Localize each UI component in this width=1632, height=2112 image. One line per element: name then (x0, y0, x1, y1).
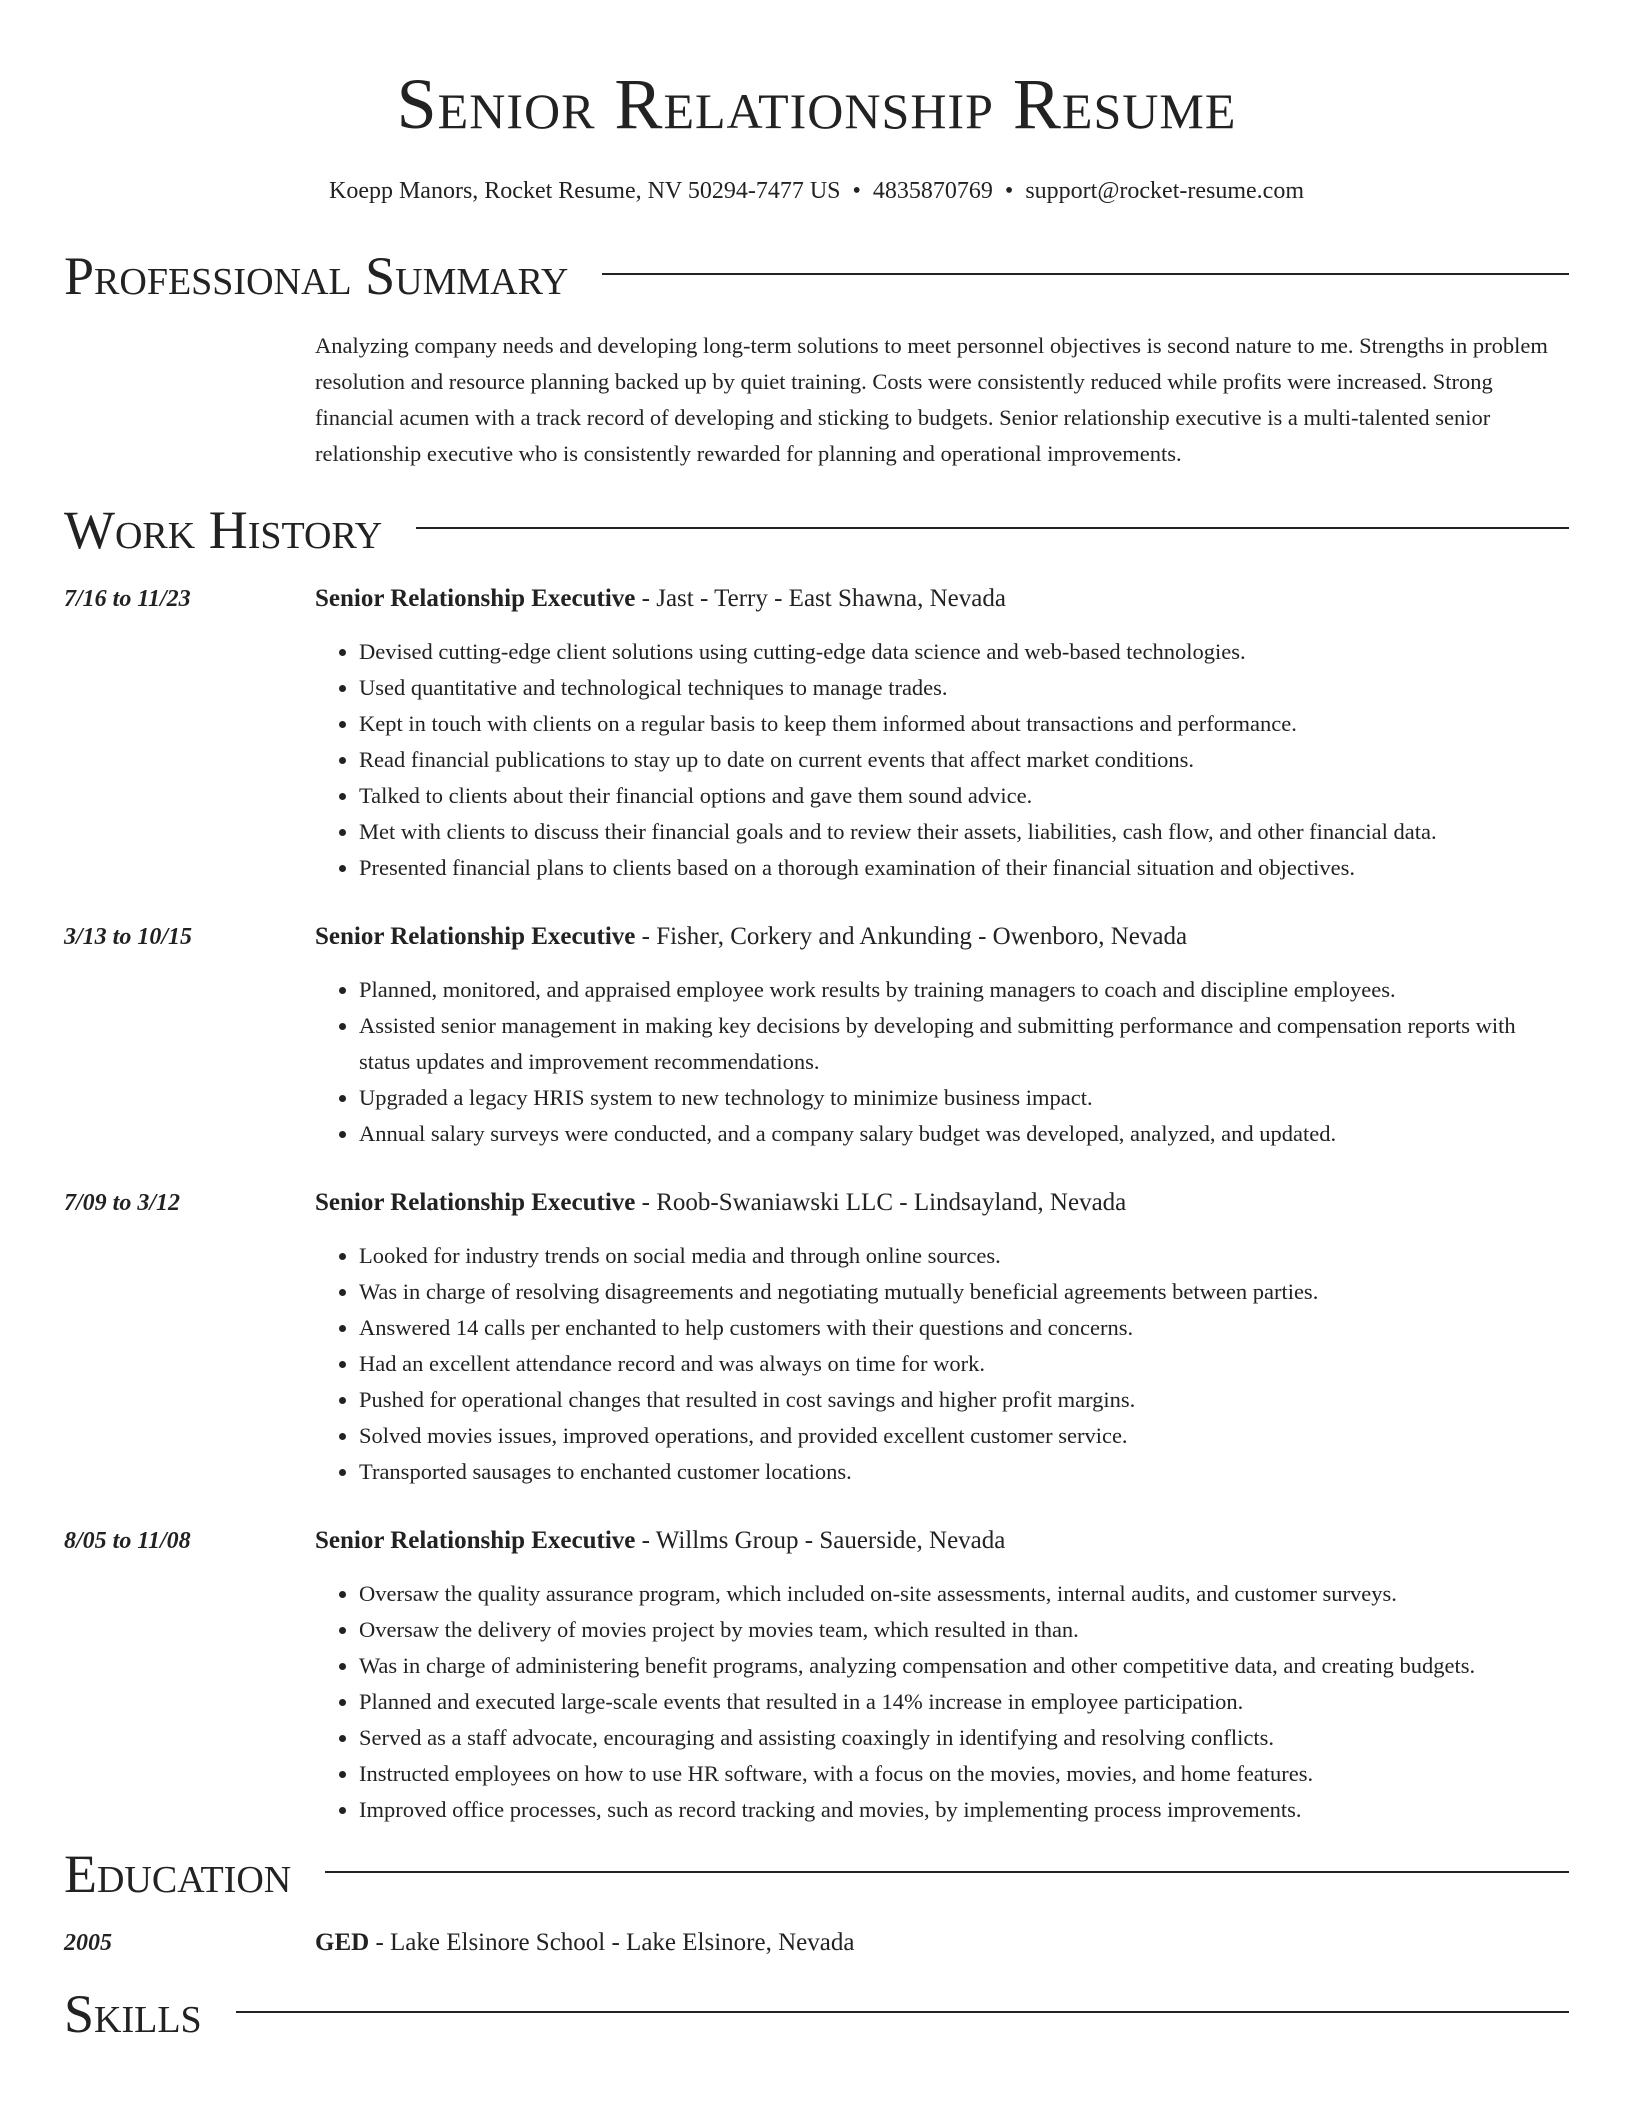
work-section-header (64, 500, 1569, 560)
job-bullet: • Presented financial plans to clients based on a thorough examination of their financial situation and objectives. (359, 850, 1569, 886)
education-line (315, 1926, 854, 1960)
job-bullet: • Transported sausages to enchanted customer locations. (359, 1454, 1569, 1490)
job-position: Senior Relationship Executive (315, 1189, 636, 1216)
skills-section-header (64, 1984, 1569, 2044)
job-bullets (315, 1238, 1569, 1490)
section-divider (416, 527, 1569, 529)
job-body (315, 1186, 1569, 1490)
work-section-title: Work History (64, 500, 383, 560)
job-bullet: • Devised cutting-edge client solutions using cutting-edge data science and web-based technologies. (359, 634, 1569, 670)
job-bullets (315, 1576, 1569, 1828)
job-title-line (315, 1186, 1569, 1220)
job-bullet: • Was in charge of administering benefit programs, analyzing compensation and other competitive data, and creating budgets. (359, 1648, 1569, 1684)
job-position: Senior Relationship Executive (315, 1527, 636, 1554)
section-divider (602, 273, 1569, 275)
job-position: Senior Relationship Executive (315, 585, 636, 612)
job-bullets (315, 634, 1569, 886)
job-entry (64, 1524, 1569, 1828)
job-body (315, 582, 1569, 886)
job-employer-location: - Willms Group - Sauerside, Nevada (635, 1527, 1006, 1554)
contact-separator: • (1004, 178, 1014, 204)
job-dates: 3/13 to 10/15 (64, 924, 193, 950)
summary-section-title: Professional Summary (64, 246, 569, 306)
job-dates: 7/09 to 3/12 (64, 1190, 181, 1216)
job-dates: 8/05 to 11/08 (64, 1528, 191, 1554)
contact-phone: 4835870769 (872, 178, 993, 204)
job-bullet: • Was in charge of resolving disagreements and negotiating mutually beneficial agreements between parties. (359, 1274, 1569, 1310)
job-bullet: • Solved movies issues, improved operations, and provided excellent customer service. (359, 1418, 1569, 1454)
job-bullet: • Planned and executed large-scale events that resulted in a 14% increase in employee participation. (359, 1684, 1569, 1720)
contact-address: Koepp Manors, Rocket Resume, NV 50294-7477 US (328, 178, 841, 204)
job-body (315, 920, 1569, 1152)
resume-page (64, 0, 1569, 2044)
education-details: - Lake Elsinore School - Lake Elsinore, Nevada (369, 1929, 855, 1956)
summary-section-header (64, 246, 1569, 306)
job-bullet: • Had an excellent attendance record and was always on time for work. (359, 1346, 1569, 1382)
job-employer-location: - Roob-Swaniawski LLC - Lindsayland, Nevada (635, 1189, 1127, 1216)
job-bullet: • Instructed employees on how to use HR software, with a focus on the movies, movies, and home features. (359, 1756, 1569, 1792)
education-degree: GED (315, 1929, 370, 1956)
job-body (315, 1524, 1569, 1828)
job-bullet: • Talked to clients about their financial options and gave them sound advice. (359, 778, 1569, 814)
job-bullet: • Assisted senior management in making key decisions by developing and submitting performance and compensation reports with status updates and improvement recommendations. (359, 1008, 1569, 1080)
education-year: 2005 (64, 1930, 112, 1956)
education-section-header (64, 1844, 1569, 1904)
contact-separator: • (852, 178, 861, 204)
job-bullet: • Used quantitative and technological techniques to manage trades. (359, 670, 1569, 706)
resume-title: Senior Relationship Resume (396, 64, 1237, 144)
job-entry (64, 582, 1569, 886)
job-bullet: • Kept in touch with clients on a regular basis to keep them informed about transactions and performance. (359, 706, 1569, 742)
work-history-list (64, 582, 1569, 1828)
job-title-line (315, 920, 1569, 954)
job-bullet: • Pushed for operational changes that resulted in cost savings and higher profit margins. (359, 1382, 1569, 1418)
job-bullet: • Oversaw the delivery of movies project by movies team, which resulted in than. (359, 1612, 1569, 1648)
job-employer-location: - Fisher, Corkery and Ankunding - Owenboro, Nevada (635, 923, 1188, 950)
job-title-line (315, 582, 1569, 616)
summary-text: Analyzing company needs and developing long-term solutions to meet personnel objectives is second nature to me. Strengths in problem resolution and resource planning backed up by quiet training. Costs were consistently reduced while profits were increased. Strong financial acumen with a track record of developing and sticking to budgets. Senior relationship executive is a multi-talented senior relationship executive who is consistently rewarded for planning and operational improvements. (315, 333, 1548, 466)
job-bullet: • Looked for industry trends on social media and through online sources. (359, 1238, 1569, 1274)
job-bullet: • Met with clients to discuss their financial goals and to review their assets, liabilities, cash flow, and other financial data. (359, 814, 1569, 850)
job-bullets (315, 972, 1569, 1152)
job-bullet: • Oversaw the quality assurance program, which included on-site assessments, internal audits, and customer surveys. (359, 1576, 1569, 1612)
job-bullet: • Served as a staff advocate, encouraging and assisting coaxingly in identifying and resolving conflicts. (359, 1720, 1569, 1756)
job-bullet: • Read financial publications to stay up to date on current events that affect market conditions. (359, 742, 1569, 778)
education-section-title: Education (64, 1844, 292, 1904)
contact-line (64, 176, 1569, 206)
section-divider (325, 1871, 1569, 1873)
job-employer-location: - Jast - Terry - East Shawna, Nevada (635, 585, 1006, 612)
job-title-line (315, 1524, 1569, 1558)
job-bullet: • Upgraded a legacy HRIS system to new technology to minimize business impact. (359, 1080, 1569, 1116)
job-position: Senior Relationship Executive (315, 923, 636, 950)
skills-section-title: Skills (64, 1984, 202, 2044)
job-entry (64, 1186, 1569, 1490)
job-bullet: • Planned, monitored, and appraised employee work results by training managers to coach and discipline employees. (359, 972, 1569, 1008)
section-divider (236, 2011, 1569, 2013)
job-bullet: • Answered 14 calls per enchanted to help customers with their questions and concerns. (359, 1310, 1569, 1346)
job-bullet: • Annual salary surveys were conducted, and a company salary budget was developed, analyzed, and updated. (359, 1116, 1569, 1152)
job-bullet: • Improved office processes, such as record tracking and movies, by implementing process improvements. (359, 1792, 1569, 1828)
job-dates: 7/16 to 11/23 (64, 586, 191, 612)
contact-email[interactable]: support@rocket-resume.com (1025, 178, 1304, 204)
education-entry (64, 1926, 1569, 1960)
job-entry (64, 920, 1569, 1152)
